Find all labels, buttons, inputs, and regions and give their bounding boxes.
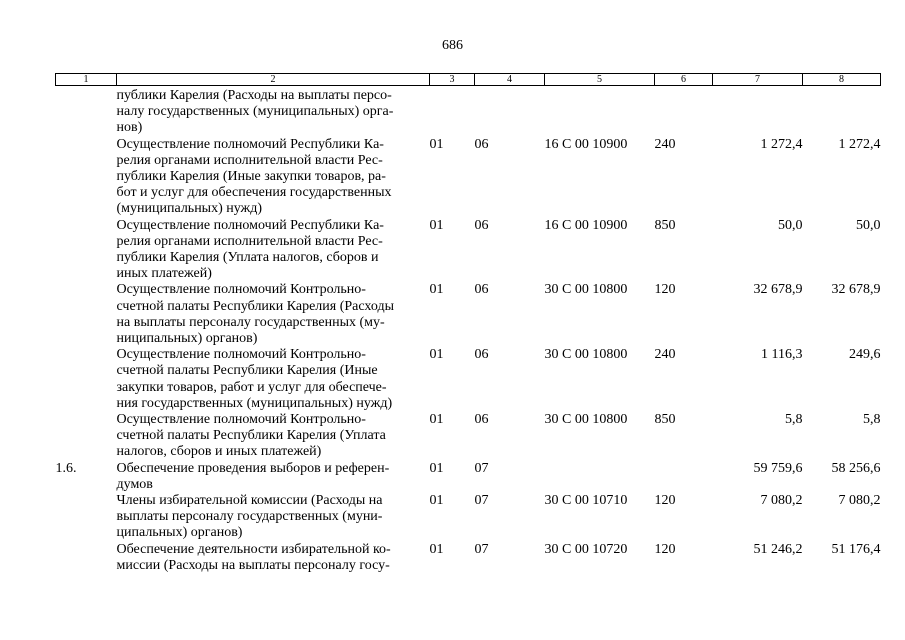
row-section-code: 01 <box>429 460 444 476</box>
row-description <box>117 86 430 137</box>
row-target-code: 30 С 00 10800 <box>544 412 628 428</box>
description-line: ниципальных) органов) <box>116 331 258 347</box>
row-amount-col8: 51 176,4 <box>831 541 881 557</box>
row-target-code: 16 С 00 10900 <box>544 217 628 233</box>
row-amount-col8: 58 256,6 <box>831 460 881 476</box>
row-amount-col7: 50,0 <box>778 217 803 233</box>
description-line: налу государственных (муниципальных) орга- <box>116 104 394 120</box>
header-col-6: 6 <box>655 74 713 86</box>
row-subsection-code: 06 <box>474 136 489 152</box>
row-target-code <box>545 461 655 493</box>
row-subsection-code <box>475 86 545 137</box>
table-row <box>56 542 881 574</box>
row-target-code: 30 С 00 10800 <box>544 282 628 298</box>
description-line: выплаты персоналу государственных (муни- <box>116 509 383 525</box>
description-line: релия органами исполнительной власти Рес- <box>116 233 383 249</box>
header-col-8: 8 <box>803 74 881 86</box>
row-description <box>117 282 430 347</box>
row-expense-type <box>655 461 713 493</box>
row-expense-type: 120 <box>654 282 676 298</box>
row-amount-col8: 50,0 <box>856 217 881 233</box>
row-expense-type: 850 <box>654 217 676 233</box>
row-target-code: 30 С 00 10720 <box>544 541 628 557</box>
row-section-code: 01 <box>429 412 444 428</box>
row-description <box>117 218 430 283</box>
row-subsection-code: 06 <box>474 217 489 233</box>
description-line: ципальных) органов) <box>116 525 243 541</box>
description-line: ния государственных (муниципальных) нужд) <box>116 395 393 411</box>
row-amount-col8: 5,8 <box>863 412 881 428</box>
header-col-1: 1 <box>56 74 117 86</box>
page-number: 686 <box>442 38 463 53</box>
table-row <box>56 86 881 137</box>
row-description <box>117 542 430 574</box>
row-amount-col7 <box>713 86 803 137</box>
description-line: Осуществление полномочий Контрольно- <box>116 282 366 298</box>
description-line: миссии (Расходы на выплаты персоналу госу- <box>116 557 390 573</box>
description-line: закупки товаров, работ и услуг для обеспече- <box>116 379 387 395</box>
row-number <box>56 137 117 218</box>
row-section-code <box>430 86 475 137</box>
row-subsection-code: 06 <box>474 282 489 298</box>
table-row <box>56 218 881 283</box>
row-amount-col7: 59 759,6 <box>753 460 803 476</box>
row-expense-type: 240 <box>654 136 676 152</box>
row-target-code: 30 С 00 10710 <box>544 493 628 509</box>
row-description <box>117 137 430 218</box>
description-line: иных платежей) <box>116 266 212 282</box>
row-section-code: 01 <box>429 136 444 152</box>
table-row <box>56 282 881 347</box>
table-row <box>56 412 881 461</box>
header-col-2: 2 <box>117 74 430 86</box>
row-subsection-code: 07 <box>474 460 489 476</box>
row-amount-col7: 1 272,4 <box>760 136 803 152</box>
row-target-code: 16 С 00 10900 <box>544 136 628 152</box>
description-line: налогов, сборов и иных платежей) <box>116 444 322 460</box>
description-line: Обеспечение деятельности избирательной ко- <box>116 541 391 557</box>
row-number <box>56 86 117 137</box>
row-section-code: 01 <box>429 217 444 233</box>
description-line: Осуществление полномочий Контрольно- <box>116 412 366 428</box>
row-number <box>56 412 117 461</box>
row-subsection-code: 07 <box>474 493 489 509</box>
row-subsection-code: 06 <box>474 412 489 428</box>
description-line: Осуществление полномочий Контрольно- <box>116 347 366 363</box>
row-description <box>117 461 430 493</box>
row-section-code: 01 <box>429 282 444 298</box>
description-line: (муниципальных) нужд) <box>116 201 263 217</box>
description-line: публики Карелия (Уплата налогов, сборов и <box>116 250 379 266</box>
row-section-code: 01 <box>429 347 444 363</box>
description-line: Члены избирательной комиссии (Расходы на <box>116 493 383 509</box>
row-amount-col8 <box>803 86 881 137</box>
description-line: Осуществление полномочий Республики Ка- <box>116 217 384 233</box>
description-line: публики Карелия (Иные закупки товаров, ра- <box>116 169 386 185</box>
row-amount-col8: 7 080,2 <box>838 493 881 509</box>
row-target-code: 30 С 00 10800 <box>544 347 628 363</box>
row-section-code: 01 <box>429 493 444 509</box>
description-line: счетной палаты Республики Карелия (Иные <box>116 363 378 379</box>
row-expense-type: 850 <box>654 412 676 428</box>
header-col-3: 3 <box>430 74 475 86</box>
row-number <box>56 282 117 347</box>
header-col-7: 7 <box>713 74 803 86</box>
description-line: публики Карелия (Расходы на выплаты персо- <box>116 88 392 103</box>
table-row <box>56 347 881 412</box>
header-col-5: 5 <box>545 74 655 86</box>
row-amount-col7: 7 080,2 <box>760 493 803 509</box>
description-line: релия органами исполнительной власти Рес- <box>116 152 383 168</box>
row-description <box>117 412 430 461</box>
row-number <box>56 218 117 283</box>
row-number <box>56 347 117 412</box>
row-number <box>56 493 117 542</box>
row-expense-type: 120 <box>654 541 676 557</box>
row-amount-col7: 32 678,9 <box>753 282 803 298</box>
row-number <box>56 542 117 574</box>
header-row <box>56 74 881 86</box>
row-amount-col8: 249,6 <box>849 347 881 363</box>
row-description <box>117 347 430 412</box>
description-line: Обеспечение проведения выборов и референ- <box>116 460 390 476</box>
row-amount-col8: 1 272,4 <box>838 136 881 152</box>
table-row <box>56 137 881 218</box>
row-subsection-code: 06 <box>474 347 489 363</box>
row-expense-type <box>655 86 713 137</box>
description-line: нов) <box>116 120 143 136</box>
description-line: думов <box>116 476 153 492</box>
description-line: на выплаты персоналу государственных (му- <box>116 314 385 330</box>
table-row <box>56 493 881 542</box>
row-target-code <box>545 86 655 137</box>
row-number: 1.6. <box>55 460 77 476</box>
table-header <box>56 74 881 86</box>
row-amount-col8: 32 678,9 <box>831 282 881 298</box>
row-expense-type: 240 <box>654 347 676 363</box>
table-body <box>56 86 881 575</box>
budget-table <box>55 73 881 574</box>
table-row <box>56 461 881 493</box>
row-description <box>117 493 430 542</box>
row-amount-col7: 5,8 <box>785 412 803 428</box>
row-amount-col7: 1 116,3 <box>761 347 803 363</box>
row-section-code: 01 <box>429 541 444 557</box>
row-subsection-code: 07 <box>474 541 489 557</box>
description-line: Осуществление полномочий Республики Ка- <box>116 136 384 152</box>
header-col-4: 4 <box>475 74 545 86</box>
row-amount-col7: 51 246,2 <box>753 541 803 557</box>
row-expense-type: 120 <box>654 493 676 509</box>
description-line: счетной палаты Республики Карелия (Расходы <box>116 298 394 314</box>
description-line: счетной палаты Республики Карелия (Уплата <box>116 428 386 444</box>
description-line: бот и услуг для обеспечения государственных <box>116 185 392 201</box>
